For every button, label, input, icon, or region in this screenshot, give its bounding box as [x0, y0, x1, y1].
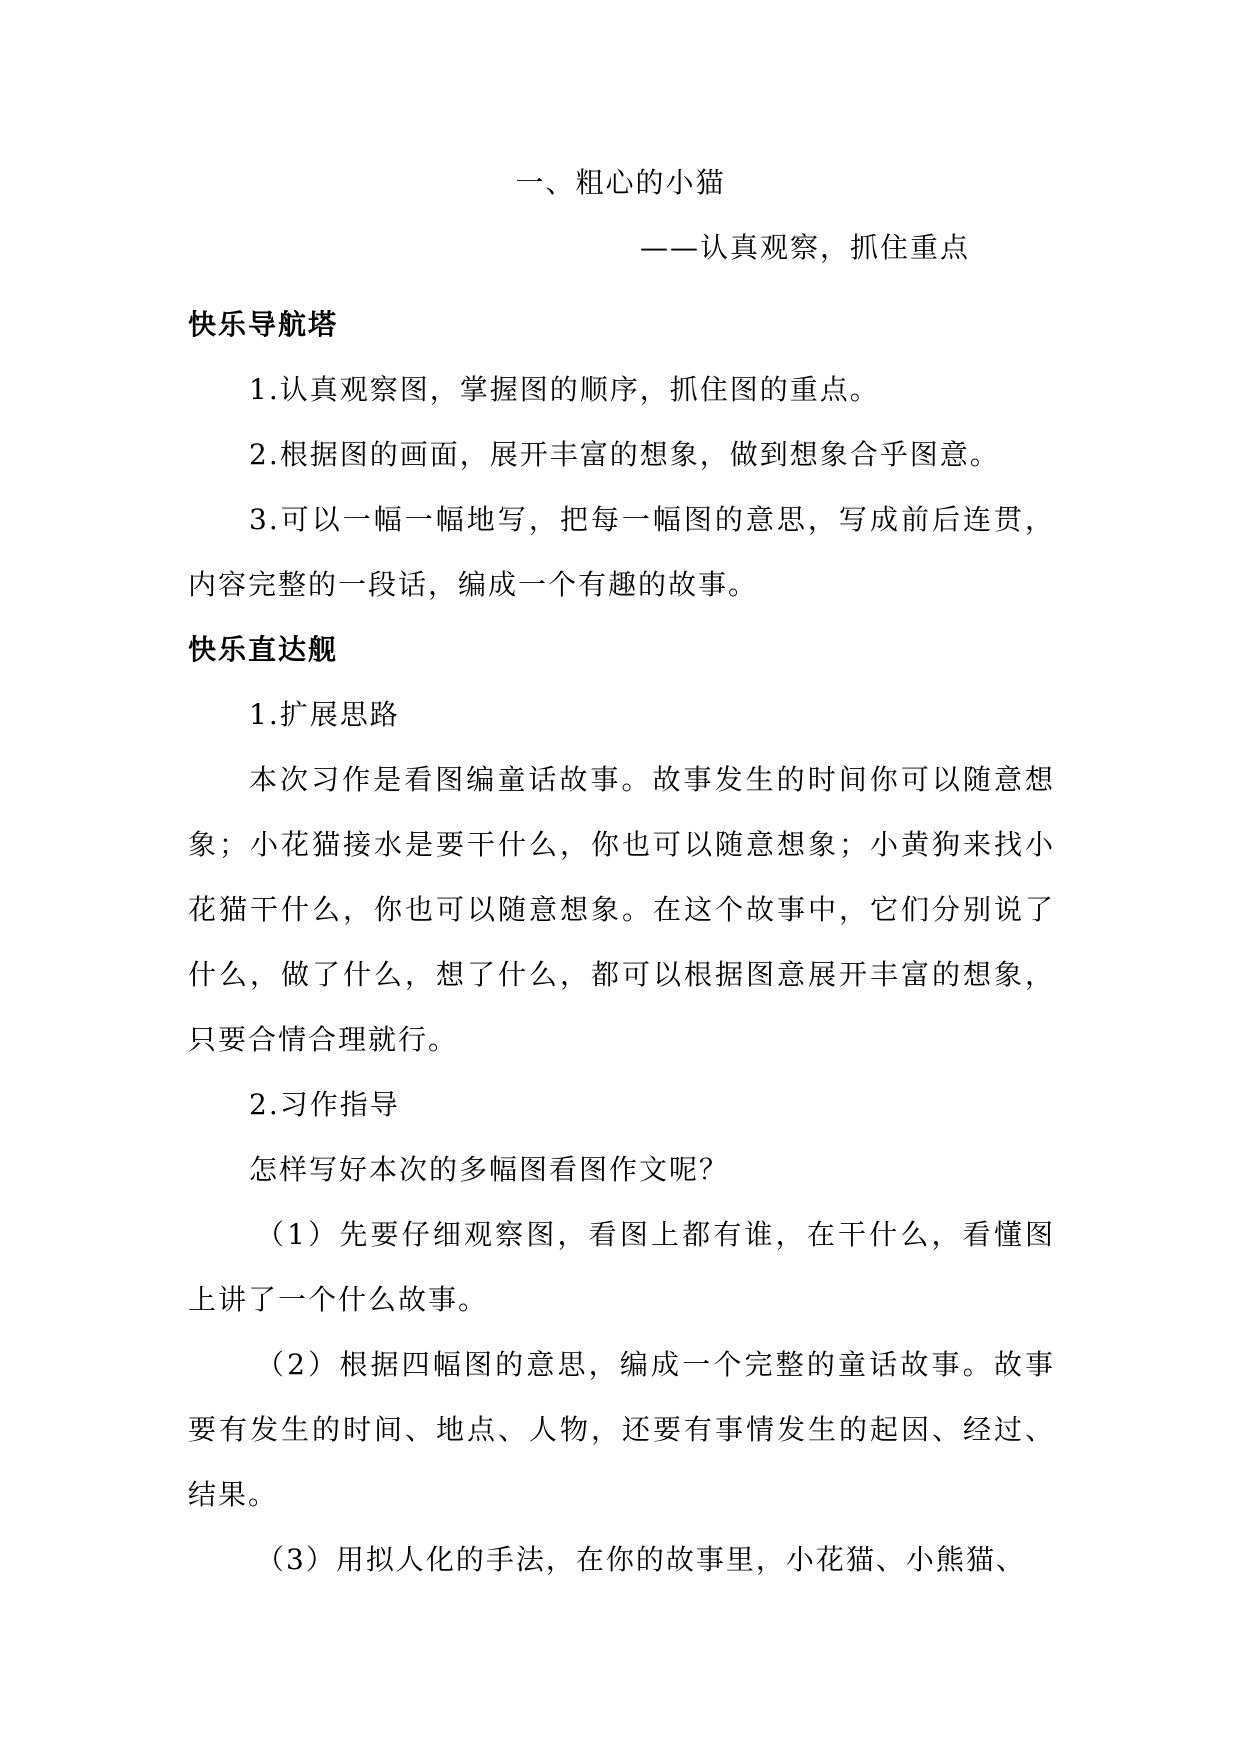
navigation-item-2: 2.根据图的画面，展开丰富的想象，做到想象合乎图意。	[249, 438, 1000, 471]
navigation-item-3: 3.可以一幅一幅地写，把每一幅图的意思，写成前后连贯，内容完整的一段话，编成一个有趣的故事。	[188, 503, 1055, 601]
navigation-item-1: 1.认真观察图，掌握图的顺序，抓住图的重点。	[249, 373, 880, 406]
guide-point-2: （2）根据四幅图的意思，编成一个完整的童话故事。故事要有发生的时间、地点、人物，还要有事情发生的起因、经过、结果。	[188, 1348, 1055, 1511]
guide-point-3: （3）用拟人化的手法，在你的故事里，小花猫、小熊猫、	[256, 1543, 1026, 1576]
subsection-title-expand: 1.扩展思路	[249, 698, 400, 731]
guide-point-1: （1）先要仔细观察图，看图上都有谁，在干什么，看懂图上讲了一个什么故事。	[188, 1218, 1055, 1316]
guide-intro: 怎样写好本次的多幅图看图作文呢？	[249, 1153, 730, 1186]
document-body	[188, 292, 1055, 1592]
subsection-title-guide: 2.习作指导	[249, 1088, 400, 1121]
page-subtitle: ——认真观察，抓住重点	[640, 231, 971, 264]
section-heading-navigation: 快乐导航塔	[188, 308, 339, 341]
expand-paragraph: 本次习作是看图编童话故事。故事发生的时间你可以随意想象；小花猫接水是要干什么，你也可以随意想象；小黄狗来找小花猫干什么，你也可以随意想象。在这个故事中，它们分别说了什么，做了什么，想了什么，都可以根据图意展开丰富的想象，只要合情合理就行。	[188, 763, 1055, 1056]
section-heading-direct: 快乐直达舰	[188, 633, 339, 666]
page-title: 一、粗心的小猫	[515, 166, 726, 199]
